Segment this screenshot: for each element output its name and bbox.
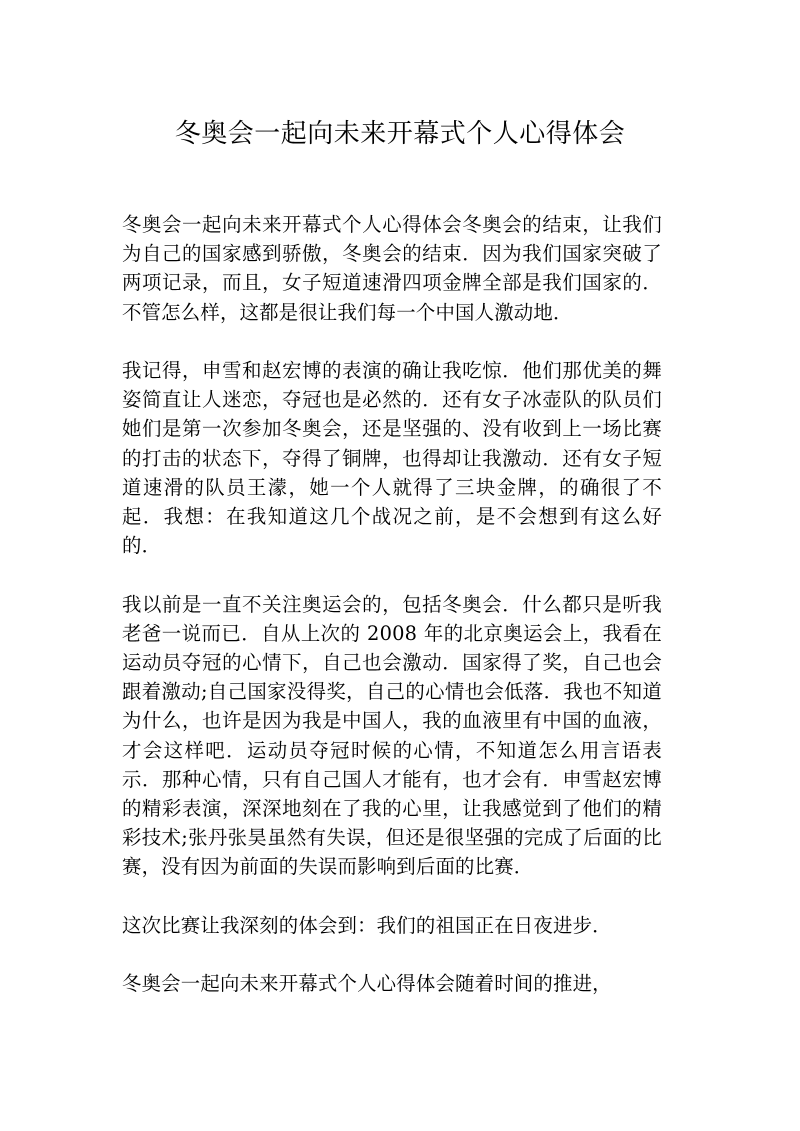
paragraph: 冬奥会一起向未来开幕式个人心得体会随着时间的推进， xyxy=(122,972,612,996)
paragraph: 我记得，申雪和赵宏博的表演的确让我吃惊．他们那优美的舞姿简直让人迷恋，夺冠也是必然的．还有女子冰壶队的队员们她们是第一次参加冬奥会，还是坚强的、没有收到上一场比赛的打击的状态下，夺得了铜牌，也得却让我激动．还有女子短道速滑的队员王濛，她一个人就得了三块金牌，的确很了不起．我想：在我知道这几个战况之前，是不会想到有这么好的． xyxy=(122,359,662,558)
paragraph: 冬奥会一起向未来开幕式个人心得体会冬奥会的结束，让我们为自己的国家感到骄傲，冬奥会的结束．因为我们国家突破了两项记录，而且，女子短道速滑四项金牌全部是我们国家的．不管怎么样，这都是很让我们每一个中国人激动地． xyxy=(122,213,662,324)
document-body xyxy=(122,210,662,1028)
paragraph: 这次比赛让我深刻的体会到：我们的祖国正在日夜进步． xyxy=(122,913,612,937)
document-title: 冬奥会一起向未来开幕式个人心得体会 xyxy=(174,119,626,149)
paragraph: 我以前是一直不关注奥运会的，包括冬奥会．什么都只是听我老爸一说而已．自从上次的 2008 年的北京奥运会上，我看在运动员夺冠的心情下，自己也会激动．国家得了奖，自己也会跟着激动;自己国家没得奖，自己的心情也会低落．我也不知道为什么，也许是因为我是中国人，我的血液里有中国的血液，才会这样吧．运动员夺冠时候的心情，不知道怎么用言语表示．那种心情，只有自己国人才能有，也才会有．申雪赵宏博的精彩表演，深深地刻在了我的心里，让我感觉到了他们的精彩技术;张丹张昊虽然有失误，但还是很坚强的完成了后面的比赛，没有因为前面的失误而影响到后面的比赛． xyxy=(122,592,662,879)
